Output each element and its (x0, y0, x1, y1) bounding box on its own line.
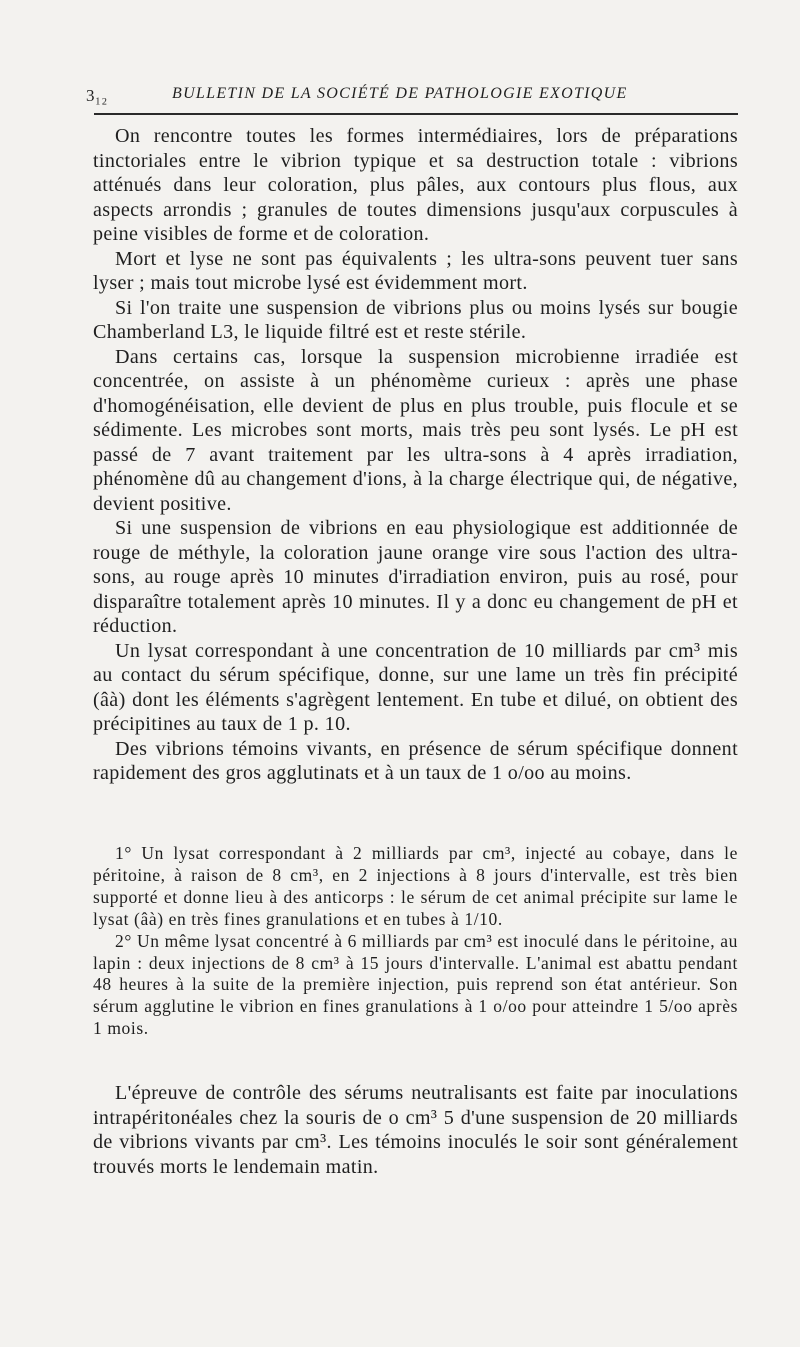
note-item: 2° Un même lysat concentré à 6 milliards par cm³ est inoculé dans le péritoine, au lapin : deux injections de 8 cm³ à 15 jours d'intervalle. L'animal est abattu pendant 48 heures à la suite de la première injection, puis reprend son état antérieur. Son sérum agglutine le vibrion en fines granulations à 1 o/oo pour atteindre 1 5/oo après 1 mois. (93, 930, 738, 1039)
paragraph: On rencontre toutes les formes intermédiaires, lors de préparations tinctoriales entre le vibrion typique et sa destruction totale : vibrions atténués dans leur coloration, plus pâles, aux contours plus flous, aux aspects arrondis ; granules de toutes dimensions jusqu'aux corpuscules à peine visibles de forme et de coloration. (93, 125, 738, 245)
body-text (93, 124, 738, 786)
header-rule (94, 113, 738, 115)
paragraph: Dans certains cas, lorsque la suspension microbienne irradiée est concentrée, on assiste à un phénomème curieux : après une phase d'homogénéisation, elle devient de plus en plus trouble, puis flocule et se sédimente. Les microbes sont morts, mais très peu sont lysés. Le pH est passé de 7 avant traitement par les ultra-sons à 4 après irradiation, phénomène dû au changement d'ions, à la charge électrique qui, de négative, devient positive. (93, 345, 738, 515)
note-item: 1° Un lysat correspondant à 2 milliards par cm³, injecté au cobaye, dans le péritoine, à raison de 8 cm³, en 2 injections à 8 jours d'intervalle, est très bien supporté et donne lieu à des anticorps : le sérum de cet animal précipite sur lame le lysat (âà) en très fines granulations et en tubes à 1/10. (93, 843, 738, 929)
paragraph: Mort et lyse ne sont pas équivalents ; les ultra-sons peuvent tuer sans lyser ; mais tout microbe lysé est évidemment mort. (93, 247, 738, 294)
closing-paragraph: L'épreuve de contrôle des sérums neutralisants est faite par inoculations intrapéritonéales chez la souris de o cm³ 5 d'une suspension de 20 milliards de vibrions vivants par cm³. Les témoins inoculés le soir sont généralement trouvés morts le lendemain matin. (93, 1082, 738, 1178)
page-header (86, 82, 738, 112)
running-title: BULLETIN DE LA SOCIÉTÉ DE PATHOLOGIE EXOTIQUE (172, 85, 628, 102)
paragraph: Un lysat correspondant à une concentration de 10 milliards par cm³ mis au contact du sérum spécifique, donne, sur une lame un très fin précipité (âà) dont les éléments s'agrègent lentement. En tube et dilué, on obtient des précipitines au taux de 1 p. 10. (93, 639, 738, 735)
experiment-notes (93, 843, 738, 1040)
paragraph: Si une suspension de vibrions en eau physiologique est additionnée de rouge de méthyle, la coloration jaune orange vire sous l'action des ultra-sons, au rouge après 10 minutes d'irradiation environ, puis au rosé, pour disparaître totalement après 10 minutes. Il y a donc eu changement de pH et réduction. (93, 517, 738, 637)
page-number: 3₁₂ (86, 86, 108, 105)
paragraph: Si l'on traite une suspension de vibrions plus ou moins lysés sur bougie Chamberland L3, le liquide filtré est et reste stérile. (93, 296, 738, 343)
closing-paragraph-block (93, 1081, 738, 1179)
paragraph: Des vibrions témoins vivants, en présence de sérum spécifique donnent rapidement des gros agglutinats et à un taux de 1 o/oo au moins. (93, 737, 738, 784)
